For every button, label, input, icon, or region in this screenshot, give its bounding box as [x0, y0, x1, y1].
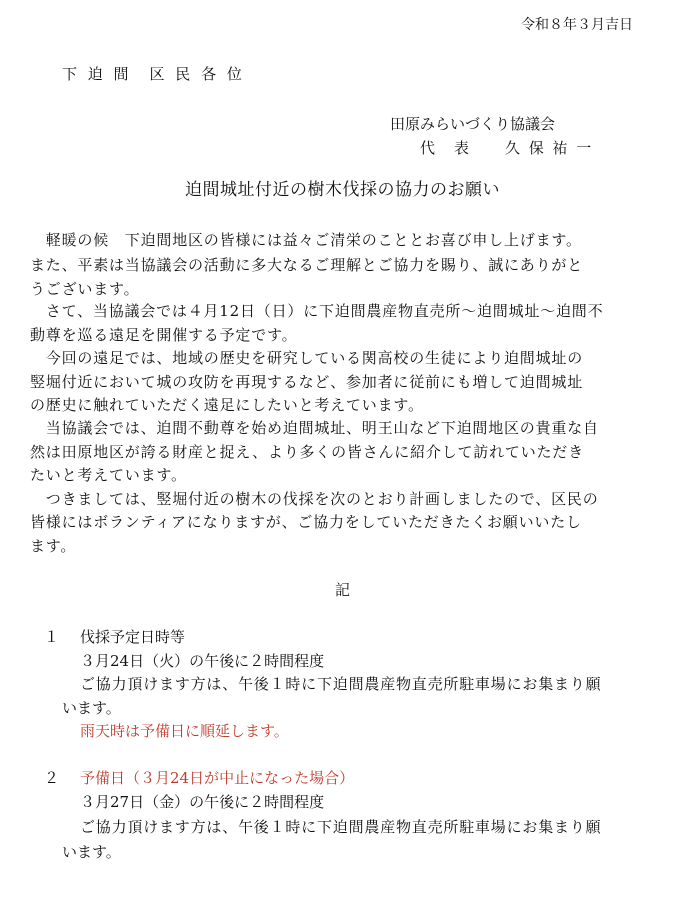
item-line: います。: [62, 843, 121, 861]
body-line: 今回の遠足では、地域の歴史を研究している関高校の生徒により迫間城址の: [30, 349, 584, 367]
item-line: ご協力頂けます方は、午後１時に下迫間農産物直売所駐車場にお集まり願: [80, 675, 602, 693]
issue-date: 令和８年３月吉日: [521, 17, 633, 33]
item-line: ３月27日（金）の午後に２時間程度: [80, 793, 325, 811]
item-number: １: [44, 628, 60, 646]
rain-note: 雨天時は予備日に順延します。: [80, 722, 289, 740]
sender-representative: 代 表 久 保 祐 一: [420, 139, 594, 157]
item-heading: 伐採予定日時等: [80, 628, 186, 646]
body-line: たいと考えています。: [30, 466, 187, 484]
item-line: います。: [62, 699, 121, 717]
body-line: また、平素は当協議会の活動に多大なるご理解とご協力を賜り、誠にありがと: [30, 256, 584, 274]
body-line: ます。: [30, 537, 77, 555]
item-heading: 予備日（３月24日が中止になった場合）: [80, 769, 355, 787]
body-line: 竪堀付近において城の攻防を再現するなど、参加者に従前にも増して迫間城址: [30, 373, 584, 391]
body-line: うございます。: [30, 280, 140, 298]
recipient: 下 迫 間 区 民 各 位: [62, 65, 245, 83]
body-line: 皆様にはボランティアになりますが、ご協力をしていただきたくお願いいたし: [30, 513, 582, 531]
document-title: 迫間城址付近の樹木伐採の協力のお願い: [185, 180, 500, 200]
body-line: の歴史に触れていただく遠足にしたいと考えています。: [30, 396, 424, 414]
item-line: ３月24日（火）の午後に２時間程度: [80, 652, 325, 670]
item-line: ご協力頂けます方は、午後１時に下迫間農産物直売所駐車場にお集まり願: [80, 818, 602, 836]
sender-organization: 田原みらいづくり協議会: [390, 115, 556, 133]
body-line: つきましては、竪堀付近の樹木の伐採を次のとおり計画しましたので、区民の: [30, 490, 599, 508]
body-line: 当協議会では、迫間不動尊を始め迫間城址、明王山など下迫間地区の貴重な自: [30, 419, 599, 437]
body-line: さて、当協議会では４月12日（日）に下迫間農産物直売所〜迫間城址〜迫間不: [30, 302, 604, 320]
ki-marker: 記: [334, 581, 350, 599]
item-number: ２: [44, 769, 60, 787]
body-line: 軽暖の候 下迫間地区の皆様には益々ご清栄のこととお喜び申し上げます。: [30, 231, 582, 249]
body-line: 然は田原地区が誇る財産と捉え、より多くの皆さんに紹介して訪れていただき: [30, 443, 584, 461]
body-line: 動尊を巡る遠足を開催する予定です。: [30, 326, 298, 344]
